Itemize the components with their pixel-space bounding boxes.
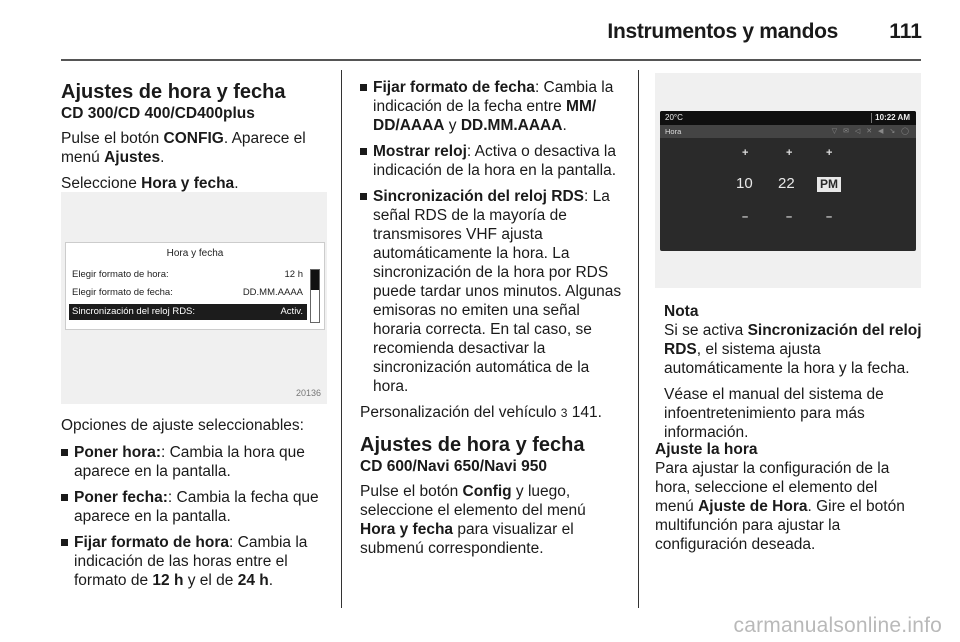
header-rule <box>61 59 921 61</box>
column-left <box>61 80 331 200</box>
section-heading: Ajustes de hora y fecha <box>360 434 585 456</box>
bullet-icon <box>61 449 68 456</box>
text: . Gire el botón multifunción para ajustar la configuración deseada. <box>655 498 905 553</box>
text: Seleccione <box>61 175 142 192</box>
watermark: carmanualsonline.info <box>733 614 942 637</box>
section-heading: Ajustes de hora y fecha <box>61 81 286 103</box>
text: : Cambia la fecha que aparece en la pantalla. <box>74 489 319 525</box>
list-item <box>360 78 624 135</box>
bold-text: 12 h <box>152 572 184 589</box>
text: . <box>234 175 239 192</box>
text: : Cambia la hora que aparece en la pantalla. <box>74 444 305 480</box>
arrow-icon: 3 <box>560 406 568 420</box>
list-item <box>61 533 331 590</box>
subsection-title: Ajuste la hora <box>655 441 758 458</box>
bold-text: Hora y fecha <box>360 521 454 538</box>
text: , el sistema ajusta automáticamente la hora y la fecha. <box>664 341 910 377</box>
text: . <box>268 572 274 589</box>
clock-screen-image <box>655 73 921 288</box>
menu-bar <box>660 125 916 138</box>
text: Personalización del vehículo <box>360 404 561 421</box>
text: . <box>562 117 567 134</box>
minute-value: 22 <box>778 175 795 192</box>
row-value: DD.MM.AAAA <box>242 287 303 298</box>
screen-frame <box>65 242 325 330</box>
paragraph <box>61 174 331 193</box>
text: Para ajustar la configuración de la hora, seleccione el elemento del menú <box>655 460 890 515</box>
text: y el de <box>183 572 238 589</box>
list-item <box>360 187 624 396</box>
text: 141. <box>567 404 602 421</box>
bold-text: Poner hora: <box>74 444 161 461</box>
bold-text: Poner fecha: <box>74 489 168 506</box>
clock: 10:22 AM <box>875 113 910 122</box>
bullet-icon <box>360 148 367 155</box>
menu-title: Hora <box>665 127 682 136</box>
ampm-down-icon: – <box>826 211 833 223</box>
bullet-icon <box>61 494 68 501</box>
settings-screen-image <box>61 192 327 404</box>
bold-text: Fijar formato de hora <box>74 534 230 551</box>
ampm-value: PM <box>817 177 841 192</box>
paragraph <box>664 321 922 378</box>
text: Pulse el botón <box>360 483 463 500</box>
bold-text: Sincronización del reloj RDS <box>373 188 585 205</box>
hour-down-icon: – <box>742 211 749 223</box>
note-title: Nota <box>664 303 699 320</box>
column-left-options <box>61 416 331 597</box>
note-box <box>664 302 922 449</box>
text: : La señal RDS de la mayoría de transmisores VHF ajusta automáticamente la hora. La sincronización de la hora por RDS puede tardar unos minutos. Algunas emisoras no emiten una señal horaria correcta. En tal caso, se recomienda desactivar la sincronización automática de la hora. <box>373 188 622 395</box>
text: Pulse el botón <box>61 130 164 147</box>
bold-text: 24 h <box>237 572 269 589</box>
bold-text: Ajuste de Hora <box>698 498 808 515</box>
column-divider <box>638 70 639 608</box>
column-divider <box>341 70 342 608</box>
paragraph <box>360 482 624 558</box>
column-middle <box>360 78 624 565</box>
list-item <box>61 443 331 481</box>
bold-text: Ajustes <box>104 149 161 166</box>
text: para visualizar el submenú correspondiente. <box>360 521 574 557</box>
bullet-icon <box>360 84 367 91</box>
bullet-icon <box>360 193 367 200</box>
paragraph: Opciones de ajuste seleccionables: <box>61 417 304 434</box>
hour-up-icon: + <box>742 147 749 159</box>
section-subheading: CD 300/CD 400/CD400plus <box>61 105 255 122</box>
text: : Cambia la indicación de las horas entre el formato de <box>74 534 308 589</box>
bullet-icon <box>61 539 68 546</box>
bold-text: Fijar formato de fecha <box>373 79 535 96</box>
row-label: Elegir formato de hora: <box>72 269 169 280</box>
text: . Aparece el menú <box>61 130 306 166</box>
infotainment-screen <box>660 111 916 251</box>
bold-text: MM/ DD/AAAA <box>373 98 597 134</box>
row-label: Elegir formato de fecha: <box>72 287 173 298</box>
menu-row-time-format <box>69 267 307 283</box>
menu-row-date-format <box>69 285 307 301</box>
status-icons: ▽ ✉ ◁ ✕ ◀ ↘ ◯ <box>831 128 911 135</box>
bold-text: Config <box>462 483 512 500</box>
hour-value: 10 <box>736 175 753 192</box>
text: y <box>444 117 461 134</box>
text: Si se activa <box>664 322 748 339</box>
text: y luego, seleccione el elemento del menú <box>360 483 586 519</box>
page-number: 111 <box>889 20 922 43</box>
list-item <box>61 488 331 526</box>
status-bar <box>660 111 916 125</box>
section-subheading: CD 600/Navi 650/Navi 950 <box>360 458 547 475</box>
screen-title: Hora y fecha <box>166 248 224 259</box>
scrollbar <box>310 269 320 323</box>
row-value: 12 h <box>284 269 303 280</box>
bold-text: CONFIG <box>163 130 224 147</box>
minute-down-icon: – <box>786 211 793 223</box>
menu-row-rds-sync <box>69 304 307 320</box>
text: . <box>160 149 165 166</box>
paragraph: Véase el manual del sistema de infoentretenimiento para más información. <box>664 386 884 441</box>
minute-up-icon: + <box>786 147 793 159</box>
list-item <box>360 142 624 180</box>
text: : Activa o desactiva la indicación de la hora en la pantalla. <box>373 143 617 179</box>
section-title: Instrumentos y mandos <box>607 20 838 43</box>
image-number: 20136 <box>295 388 321 398</box>
cross-reference <box>360 403 624 423</box>
scrollbar-thumb <box>311 270 319 290</box>
bold-text: Sincronización del reloj RDS <box>664 322 922 358</box>
column-right-text <box>655 440 917 561</box>
paragraph <box>655 459 917 554</box>
bold-text: Hora y fecha <box>141 175 235 192</box>
row-value: Activ. <box>280 306 303 317</box>
bold-text: DD.MM.AAAA <box>460 117 563 134</box>
text: : Cambia la indicación de la fecha entre <box>373 79 614 115</box>
temperature: 20°C <box>665 113 683 122</box>
paragraph <box>61 129 331 167</box>
divider <box>871 113 872 123</box>
row-label: Sincronización del reloj RDS: <box>72 306 196 317</box>
bold-text: Mostrar reloj <box>373 143 467 160</box>
ampm-up-icon: + <box>826 147 833 159</box>
